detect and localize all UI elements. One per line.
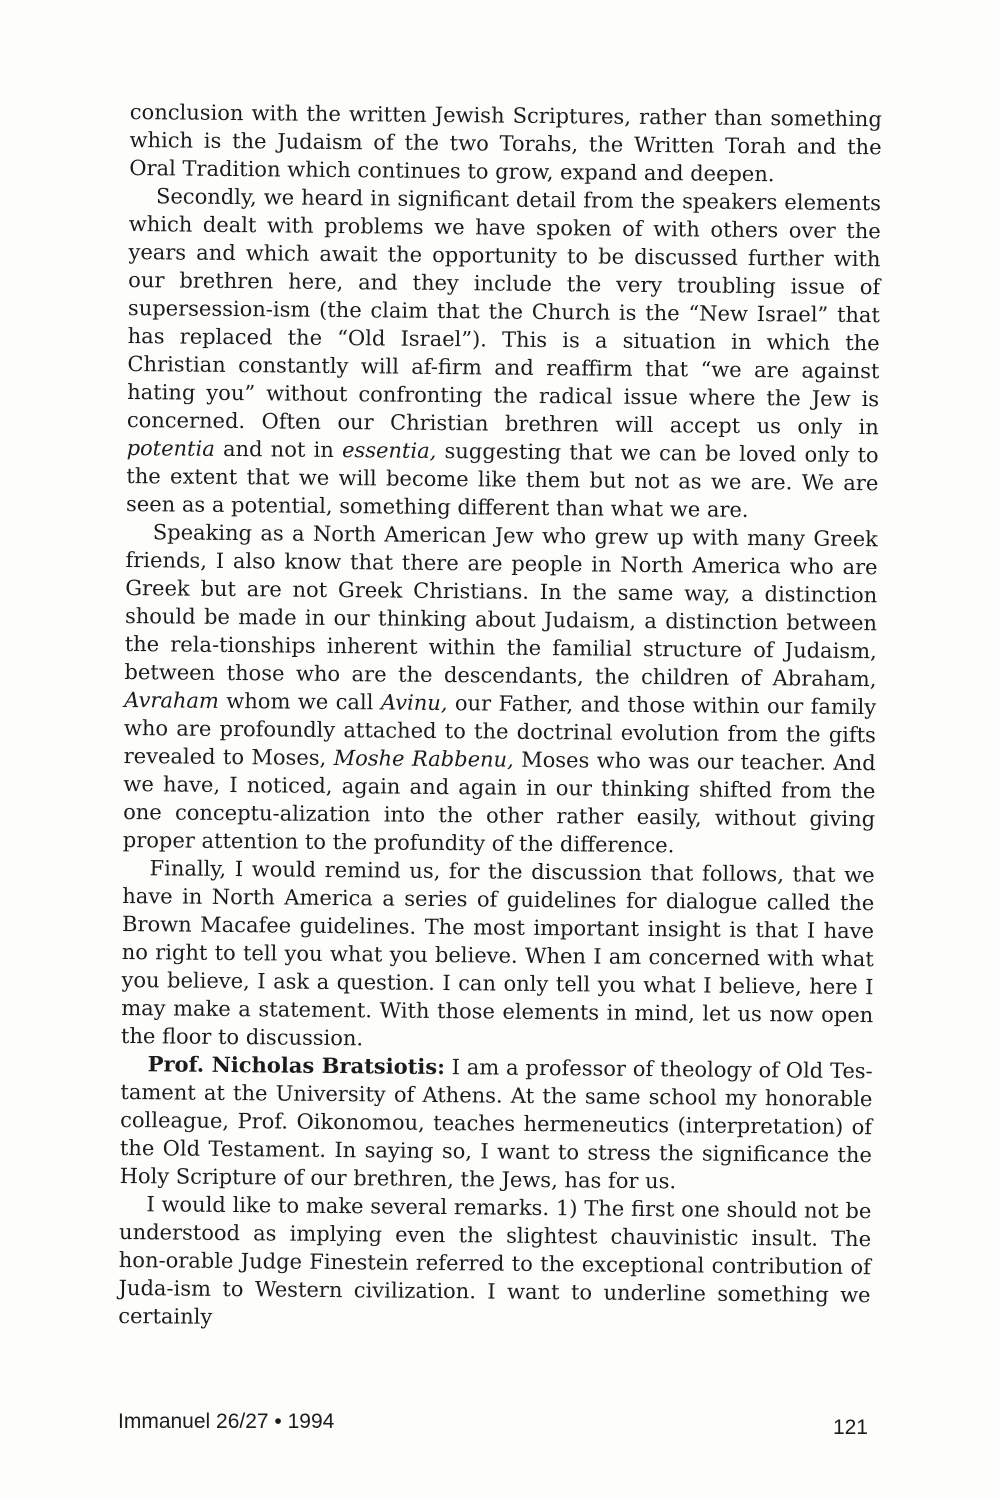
paragraph-text: conclusion with the written Jewish Scriptures, rather than something which is the Judaism of the two Torahs, the Written Torah and the Oral Tradition which continues to grow, expand and deepen. [129, 99, 882, 187]
paragraph-text: Speaking as a North American Jew who grew up with many Greek friends, I also know that there are people in North America who are Greek but are not Greek Christians. In the same way, a distinction should be made in our thinking about Judaism, a distinction between the rela-tionships inherent within the familial structure of Judaism, between those who are the descendants, the children of Abraham, [124, 520, 878, 692]
paragraph-text: I am a professor of theology of Old Tes-tament at the University of Athens. At the same school my honorable colleague, Prof. Oikonomou, teaches hermeneutics (interpretation) of the Old Testament. In saying so, I want to stress the significance the Holy Scripture of our brethren, the Jews, has for us. [119, 1055, 873, 1194]
paragraph [123, 518, 878, 861]
paragraph [126, 182, 881, 525]
paragraph [121, 854, 875, 1057]
paragraph-text: suggesting that we can be loved only to the extent that we will become like them but not as we are. We are seen as a potential, something different than what we are. [125, 438, 879, 522]
paragraph-text: Moses who was our teacher. And we have, I noticed, again and again in our thinking shifted from the one conceptu-alization into the other rather easily, without giving proper attention to the profundity of the difference. [122, 747, 876, 858]
italic-term: potentia [126, 435, 215, 461]
paragraph-text: Secondly, we heard in significant detail from the speakers elements which dealt with problems we have spoken of with others over the years and which await the opportunity to be discussed further with our brethren here, and they include the very troubling issue of supersession-ism (the claim that the Church is the “New Israel” that has replaced the “Old Israel”). This is a situation in which the Christian constantly will af-firm and reaffirm that “we are against hating you” without confronting the radical issue where the Jew is concerned. Often our Christian brethren will accept us only in [126, 184, 882, 440]
paragraph [120, 1050, 873, 1197]
page-footer [118, 1410, 868, 1440]
italic-term: essentia, [341, 438, 437, 463]
italic-term: Avinu, [380, 690, 448, 716]
paragraph-text: I would like to make several remarks. 1) The first one should not be understood as implying even the slightest chauvinistic insult. The hon-orable Judge Finestein referred to the exceptional contribution of Juda-ism to Western civilization. I want to underline something we certainly [118, 1192, 872, 1329]
paragraph-text: our Father, and those within our family who are profoundly attached to the doctrinal evolution from the gifts revealed to Moses, [123, 691, 877, 770]
paragraph [129, 98, 882, 189]
journal-citation: Immanuel 26/27 • 1994 [118, 1410, 335, 1433]
paragraph-text: whom we call [218, 688, 381, 715]
body-text [118, 98, 882, 1337]
italic-term: Moshe Rabbenu, [333, 745, 514, 772]
speaker-name: Prof. Nicholas Bratsiotis: [147, 1051, 446, 1080]
paragraph [118, 1190, 871, 1337]
italic-term: Avraham [124, 687, 220, 713]
page-number: 121 [832, 1416, 868, 1439]
paragraph-text: Finally, I would remind us, for the discussion that follows, that we have in North America a series of guidelines for dialogue called the Brown Macafee guidelines. The most important insight is that I have no right to tell you what you believe. When I am concerned with what you believe, I ask a question. I can only tell you what I believe, here I may make a statement. With those elements in mind, let us now open the floor to discussion. [120, 856, 875, 1051]
paragraph-text: and not in [214, 436, 343, 463]
